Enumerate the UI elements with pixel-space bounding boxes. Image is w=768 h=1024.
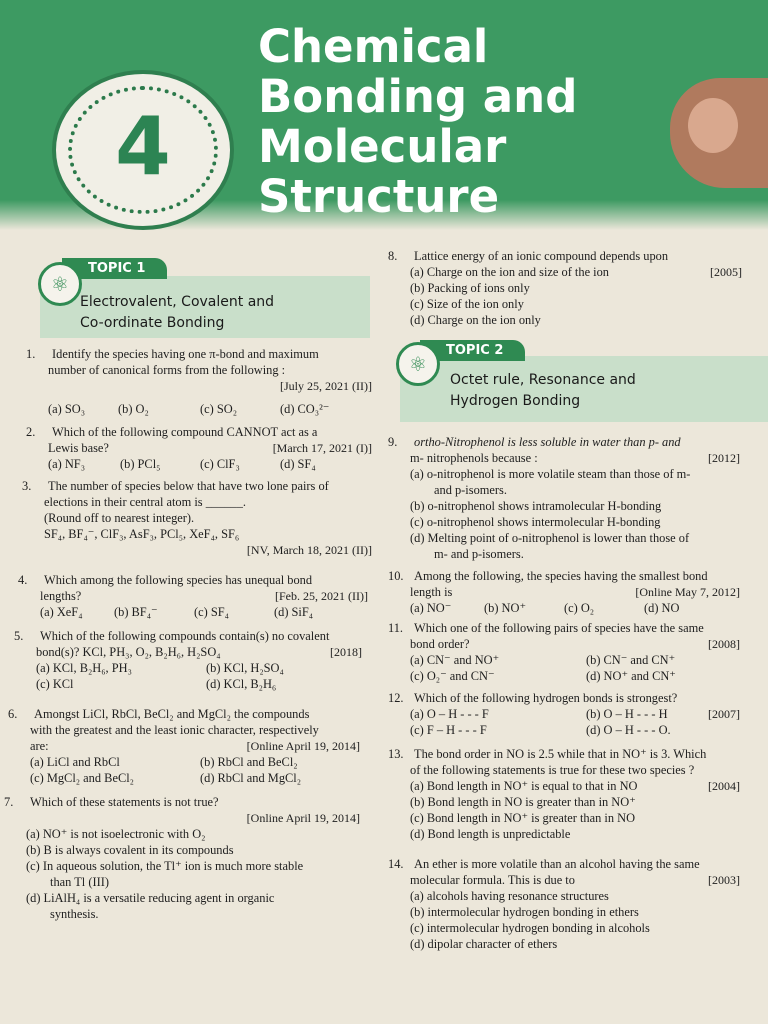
chapter-number: 4: [115, 100, 171, 193]
question-10: 10. Among the following, the species having the smallest bond length is [Online May 7, 2012] (a) NO⁻ (b) NO⁺ (c) O₂ (d) NO: [388, 569, 740, 615]
question-7: 7. Which of these statements is not true? [Online April 19, 2014] (a) NO⁺ is not isoelectronic with O₂ (b) B is always covalent in its compounds (c) In aqueous solution, the Tl⁺ ion is much more stable than Tl (III) (d) LiAlH₄ is a versatile reducing agent in organic synthesis.: [4, 795, 360, 921]
question-8: 8. Lattice energy of an ionic compound depends upon (a) Charge on the ion and size of the ion [2005] (b) Packing of ions only (c) Size of the ion only (d) Charge on the ion only: [388, 249, 742, 327]
topic-2-tag: TOPIC 2: [420, 340, 525, 361]
topic-1-title: Electrovalent, Covalent and Co-ordinate Bonding: [80, 294, 275, 331]
question-1: 1. Identify the species having one π-bond and maximum number of canonical forms from the following : [July 25, 2021 (II)] (a) SO₃ (b) O₂ (c) SO₂ (d) CO₃²⁻: [26, 347, 372, 416]
question-9: 9. ortho-Nitrophenol is less soluble in water than p- and m- nitrophenols because : [2012] (a) o-nitrophenol is more volatile steam than those of m- and p-isomers. (b) o-nitrophenol shows intramolecular H-bonding (c) o-nitrophenol shows intermolecular H-bonding (d) Melting point of o-nitrophenol is lower than those of m- and p-isomers.: [388, 435, 740, 561]
atom-icon: ⚛: [396, 342, 440, 386]
question-12: 12. Which of the following hydrogen bonds is strongest? (a) O – H - - - F (b) O – H - - - H [2007] (c) F – H - - - F (d) O – H - - - O.: [388, 691, 740, 737]
chapter-title: Chemical Bonding and Molecular Structure: [258, 20, 578, 223]
chapter-number-badge: [52, 70, 234, 230]
question-14: 14. An ether is more volatile than an alcohol having the same molecular formula. This is due to [2003] (a) alcohols having resonance structures (b) intermolecular hydrogen bonding in ethers (c) intermolecular hydrogen bonding in alcohols (d) dipolar character of ethers: [388, 857, 740, 951]
topic-2-title: Octet rule, Resonance and Hydrogen Bonding: [450, 372, 636, 409]
question-2: 2. Which of the following compound CANNOT act as a Lewis base? [March 17, 2021 (I)] (a) NF₃ (b) PCl₅ (c) ClF₃ (d) SF₄: [26, 425, 372, 471]
topic-1-tag: TOPIC 1: [62, 258, 167, 279]
question-13: 13. The bond order in NO is 2.5 while that in NO⁺ is 3. Which of the following statements is true for these two species ? (a) Bond length in NO⁺ is equal to that in NO [2004] (b) Bond length in NO is greater than in NO⁺ (c) Bond length in NO⁺ is greater than in NO (d) Bond length is unpredictable: [388, 747, 740, 841]
question-6: 6. Amongst LiCl, RbCl, BeCl₂ and MgCl₂ the compounds with the greatest and the least ionic character, respectively are: [Online April 19, 2014] (a) LiCl and RbCl (b) RbCl and BeCl₂ (c) MgCl₂ and BeCl₂ (d) RbCl and MgCl₂: [8, 707, 360, 785]
atom-icon: ⚛: [38, 262, 82, 306]
question-5: 5. Which of the following compounds contain(s) no covalent bond(s)? KCl, PH₃, O₂, B₂H₆, H₂SO₄ [2018] (a) KCl, B₂H₆, PH₃ (b) KCl, H₂SO₄ (c) KCl (d) KCl, B₂H₆: [14, 629, 362, 691]
question-3: 3. The number of species below that have two lone pairs of elections in their central atom is ______. (Round off to nearest integer). SF₄, BF₄⁻, ClF₃, AsF₃, PCl₅, XeF₄, SF₆ [NV, March 18, 2021 (II)]: [22, 479, 372, 557]
question-4: 4. Which among the following species has unequal bond lengths? [Feb. 25, 2021 (II)] (a) XeF₄ (b) BF₄⁻ (c) SF₄ (d) SiF₄: [18, 573, 368, 619]
question-11: 11. Which one of the following pairs of species have the same bond order? [2008] (a) CN⁻ and NO⁺ (b) CN⁻ and CN⁺ (c) O₂⁻ and CN⁻ (d) NO⁺ and CN⁺: [388, 621, 740, 683]
